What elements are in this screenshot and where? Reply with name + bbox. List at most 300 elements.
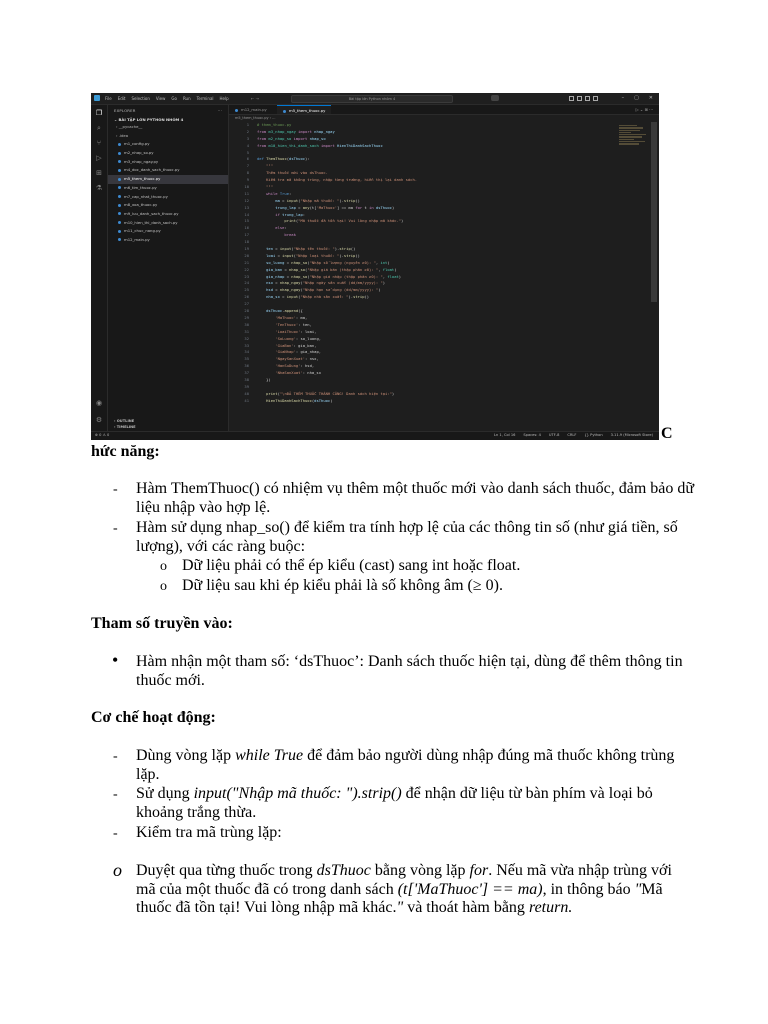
- code-token: gia_nhap: [257, 273, 287, 279]
- python-file-icon: [118, 178, 121, 181]
- code-token: : gia_ban,: [293, 342, 317, 348]
- code-token: (: [307, 259, 310, 265]
- status-right: [494, 433, 653, 437]
- file-tree-label: m5_them_thuoc.py: [124, 176, 161, 182]
- code-token: (: [286, 156, 290, 162]
- python-file-icon: [118, 143, 121, 146]
- file-tree-item[interactable]: [108, 132, 228, 141]
- code-line: [229, 156, 649, 163]
- code-token: "Nhập giá nhập (thập phân ≥0): ": [309, 273, 383, 279]
- code-token: : ten,: [298, 321, 312, 327]
- code-line: [229, 329, 649, 336]
- code-line: [229, 294, 649, 301]
- line-number: 27: [244, 301, 249, 307]
- line-number: 1: [246, 122, 249, 127]
- search-icon[interactable]: ⌕: [97, 124, 101, 132]
- code-token: break: [257, 232, 296, 238]
- code-token: input: [279, 246, 292, 252]
- sidebar-sections: [108, 418, 228, 430]
- line-number: 40: [244, 390, 249, 396]
- run-debug-icon[interactable]: ▷: [96, 154, 102, 162]
- file-tree-item[interactable]: [108, 219, 228, 228]
- code-token: ).: [348, 294, 354, 300]
- line-number: 10: [244, 184, 249, 190]
- code-token: : ma,: [295, 314, 308, 320]
- code-line: [229, 363, 649, 370]
- code-token: ): [378, 287, 381, 293]
- menu-item-view[interactable]: View: [155, 96, 166, 101]
- code-token: nhap_so: [309, 135, 326, 141]
- code-token: strip: [343, 252, 356, 258]
- code-token: ,: [382, 273, 388, 279]
- code-line: [229, 322, 649, 329]
- code-token: strip: [343, 197, 356, 203]
- code-token: 'MaThuoc': [316, 204, 338, 210]
- code-token: :: [302, 211, 306, 217]
- text-run: Duyệt qua từng thuốc trong: [136, 862, 317, 879]
- file-tree-item[interactable]: [108, 140, 228, 149]
- code-token: 'NhaSanXuat': [257, 370, 303, 376]
- copilot-icon[interactable]: [491, 95, 499, 101]
- code-token: (: [291, 246, 294, 252]
- code-token: "Nhập loại thuốc: ": [295, 252, 340, 258]
- code-token: 'MaThuoc': [257, 314, 296, 320]
- code-token: ] == ma: [337, 204, 356, 210]
- line-number: 20: [244, 252, 249, 258]
- code-token: "\nĐÃ THÊM THUỐC THÀNH CÔNG! Danh sách hiện tại:": [279, 390, 392, 396]
- code-token: : nha_sx: [302, 370, 322, 376]
- code-token: ,: [375, 259, 381, 265]
- co-che-item-3: Kiểm tra mã trùng lặp:: [136, 824, 282, 841]
- python-file-icon: [118, 152, 121, 155]
- code-token: (): [364, 294, 370, 300]
- code-line: [229, 315, 649, 322]
- code-token: def: [257, 156, 267, 162]
- list-dash: -: [113, 521, 118, 536]
- editor-actions[interactable]: ▷ ⌄ ⊞ ···: [635, 107, 653, 112]
- file-tree-label: __pycache__: [118, 124, 143, 129]
- code-token: if: [257, 211, 283, 217]
- code-line: [229, 391, 649, 398]
- text-run: để nhận dữ liệu từ bàn phím và loại bỏ khoảng trắng thừa.: [136, 785, 653, 821]
- italic-run: ": [396, 899, 404, 916]
- line-number: 34: [244, 349, 249, 355]
- line-number: 33: [244, 342, 249, 348]
- python-file-icon: [118, 186, 121, 189]
- code-line: [229, 191, 649, 198]
- manage-gear-icon[interactable]: ⚙: [95, 416, 103, 424]
- toggle-panel-icon[interactable]: [577, 96, 582, 101]
- file-tree-item[interactable]: [108, 236, 228, 245]
- toggle-sidebar-icon[interactable]: [569, 96, 574, 101]
- code-token: ({: [298, 308, 303, 314]
- code-token: "Nhập mã thuốc: ": [300, 197, 340, 203]
- code-line: [229, 336, 649, 343]
- text-run: Dùng vòng lặp: [136, 747, 236, 764]
- chevron-right-icon: ›: [116, 124, 119, 129]
- code-token: ): [330, 397, 333, 403]
- line-number: 35: [244, 356, 249, 362]
- code-line: [229, 129, 649, 136]
- editor-scrollbar[interactable]: [651, 122, 657, 302]
- line-number: 5: [246, 149, 249, 155]
- menu-item-file[interactable]: File: [105, 96, 112, 101]
- line-number: 21: [244, 259, 249, 265]
- code-line: [229, 260, 649, 267]
- code-line: [229, 274, 649, 281]
- text-run: bằng vòng lặp: [370, 862, 470, 879]
- code-token: trung_lap: [282, 211, 303, 217]
- code-token: nsx: [257, 280, 276, 286]
- line-number: 3: [246, 135, 249, 141]
- code-line: [229, 287, 649, 294]
- python-file-icon: [118, 204, 121, 207]
- editor-tab[interactable]: [229, 105, 273, 114]
- code-token: 'TenThuoc': [257, 321, 299, 327]
- menu-item-help[interactable]: Help: [219, 96, 229, 101]
- source-control-icon[interactable]: ⑂: [96, 139, 102, 147]
- italic-run: dsThuoc: [316, 862, 371, 879]
- code-token: ten: [257, 246, 276, 252]
- code-token: (): [355, 252, 360, 258]
- code-token: (: [298, 197, 301, 203]
- code-token: ).: [339, 197, 344, 203]
- line-number: 11: [244, 190, 249, 196]
- code-token: 'GiaNhap': [257, 349, 296, 355]
- co-che-item-2: [136, 785, 696, 822]
- status-item[interactable]: 3.11.9 (Microsoft Store): [610, 433, 653, 437]
- menu-item-run[interactable]: Run: [182, 96, 191, 101]
- italic-run: ": [634, 880, 642, 898]
- python-file-icon: [118, 230, 121, 233]
- code-token: from: [257, 142, 269, 148]
- code-line: [229, 205, 649, 212]
- code-token: : so_luong,: [295, 335, 322, 341]
- layout-controls: [569, 96, 598, 101]
- code-token: 'NgaySanXuat': [257, 356, 306, 362]
- status-item[interactable]: CRLF: [567, 433, 577, 437]
- code-token: "Nhập hạn sử dụng (dd/mm/yyyy): ": [302, 287, 379, 293]
- menu-item-edit[interactable]: Edit: [117, 96, 126, 101]
- python-file-icon: [283, 110, 286, 113]
- explorer-header: [108, 105, 228, 116]
- code-line: [229, 212, 649, 219]
- line-number: 17: [244, 232, 249, 238]
- code-token: print: [257, 390, 278, 396]
- file-tree: [108, 123, 228, 245]
- code-token: .: [282, 308, 285, 314]
- file-tree-label: m12_main.py: [124, 236, 150, 242]
- code-line: [229, 143, 649, 150]
- code-token: # them_thuoc.py: [257, 122, 292, 127]
- code-token: (: [295, 218, 299, 224]
- code-token: ): [382, 280, 386, 286]
- account-icon[interactable]: ◉: [95, 399, 103, 407]
- code-line: [229, 370, 649, 377]
- code-line: [229, 377, 649, 384]
- chevron-right-icon: ›: [116, 132, 119, 138]
- maximize-button[interactable]: ▢: [634, 95, 639, 101]
- python-file-icon: [235, 109, 238, 112]
- file-tree-label: m10_hien_thi_danh_sach.py: [124, 219, 178, 225]
- italic-run: return.: [528, 899, 573, 916]
- code-token: ): [391, 204, 395, 210]
- code-line: [229, 198, 649, 205]
- editor-tab[interactable]: [277, 105, 331, 114]
- line-number: 30: [244, 321, 249, 327]
- code-line: [229, 239, 649, 246]
- code-line: [229, 356, 649, 363]
- file-tree-label: m7_cap_nhat_thuoc.py: [124, 193, 168, 199]
- workspace-folder-name: BÀI TẬP LỚN PYTHON NHÓM 4: [118, 117, 184, 122]
- customize-layout-icon[interactable]: [593, 96, 598, 101]
- line-number: 25: [244, 287, 249, 293]
- code-token: Kiểm tra mã không trùng, nhập từng trường, hiển thị lại danh sách.: [257, 177, 418, 183]
- code-line: [229, 150, 649, 157]
- code-token: dsThuoc: [289, 156, 306, 162]
- code-line: [229, 170, 649, 177]
- code-line: [229, 246, 649, 253]
- window-controls: [622, 95, 653, 101]
- file-tree-item[interactable]: [108, 166, 228, 175]
- code-token: =: [275, 246, 280, 252]
- command-center-search[interactable]: Bài tập lớn Python nhóm 4: [291, 95, 453, 103]
- line-number: 41: [244, 397, 249, 403]
- workspace-folder[interactable]: ⌄ BÀI TẬP LỚN PYTHON NHÓM 4: [114, 117, 184, 122]
- code-line: [229, 301, 649, 308]
- code-token: nhap_ngay: [279, 287, 301, 293]
- code-token: =: [298, 204, 303, 210]
- menu-item-terminal[interactable]: Terminal: [196, 96, 214, 101]
- code-token: :: [284, 225, 287, 231]
- explorer-more-icon[interactable]: ···: [217, 108, 222, 113]
- code-token: t: [364, 204, 370, 210]
- code-token: "Nhập ngày sản xuất (dd/mm/yyyy): ": [302, 280, 383, 286]
- code-token: from: [257, 128, 269, 134]
- code-line: [229, 136, 649, 143]
- status-item[interactable]: Spaces: 4: [523, 433, 541, 437]
- code-line: [229, 280, 649, 287]
- line-number: 39: [244, 383, 249, 389]
- python-file-icon: [118, 160, 121, 163]
- file-tree-item[interactable]: [108, 123, 228, 132]
- python-file-icon: [118, 169, 121, 172]
- code-token: (: [307, 273, 310, 279]
- text-run: , in thông báo: [542, 880, 635, 898]
- explorer-icon[interactable]: ❐: [95, 109, 103, 117]
- code-token: print: [257, 218, 296, 224]
- code-token: in: [369, 204, 376, 210]
- code-editor[interactable]: [229, 122, 649, 432]
- menu-item-go[interactable]: Go: [171, 96, 177, 101]
- code-token: nhap_so: [289, 266, 306, 272]
- explorer-sidebar: [108, 105, 229, 432]
- code-token: strip: [353, 294, 365, 300]
- file-tree-label: m6_tim_thuoc.py: [124, 184, 157, 190]
- menu-item-selection[interactable]: Selection: [131, 96, 150, 101]
- line-number: 32: [244, 335, 249, 341]
- file-tree-label: m9_luu_danh_sach_thuoc.py: [124, 210, 179, 216]
- status-bar: [91, 431, 659, 440]
- tham-so-item: Hàm nhận một tham số: ‘dsThuoc’: Danh sách thuốc hiện tại, dùng để thêm thông tin thuốc mới.: [136, 653, 683, 689]
- status-item[interactable]: UTF-8: [548, 433, 560, 437]
- text-run: . Nếu mã vừa nhập trùng với mã của một thuốc đã có trong danh sách: [136, 862, 672, 898]
- file-tree-item[interactable]: [108, 158, 228, 167]
- line-number: 4: [246, 142, 249, 148]
- code-token: import: [293, 135, 310, 141]
- code-token: =: [275, 287, 280, 293]
- vscode-logo-icon: [94, 95, 100, 101]
- code-line: [229, 267, 649, 274]
- nav-arrows[interactable]: ← →: [251, 96, 259, 101]
- minimap[interactable]: [619, 125, 649, 155]
- close-button[interactable]: ✕: [648, 95, 653, 101]
- list-dash: -: [113, 826, 118, 841]
- problems-count[interactable]: ⊗ 0 ⚠ 0: [95, 433, 110, 437]
- chuc-nang-item-1: Hàm ThemThuoc() có nhiệm vụ thêm một thuốc mới vào danh sách thuốc, đảm bảo dữ liệu nhập vào hợp lệ.: [136, 480, 695, 516]
- code-token: input: [282, 252, 294, 258]
- activity-bar: [91, 105, 108, 432]
- line-number: 7: [246, 163, 249, 169]
- text-run: để đảm bảo người dùng nhập đúng mã thuốc không trùng lặp.: [136, 747, 675, 783]
- code-token: dsThuoc: [314, 397, 331, 403]
- line-number: 23: [244, 273, 249, 279]
- code-line: [229, 163, 649, 170]
- code-token: (: [293, 252, 296, 258]
- line-number: 8: [246, 170, 249, 176]
- sidebar-section-timeline[interactable]: › TIMELINE: [114, 425, 136, 429]
- code-token: nhap_ngay: [314, 128, 335, 134]
- file-tree-label: m3_nhap_ngay.py: [124, 158, 159, 164]
- code-token: (: [298, 294, 301, 300]
- code-token: input: [286, 294, 299, 300]
- heading-tham-so: Tham số truyền vào:: [91, 615, 233, 632]
- code-line: [229, 225, 649, 232]
- code-token: 'HanSuDung': [257, 363, 301, 369]
- extensions-icon[interactable]: ⊞: [96, 169, 102, 177]
- python-file-icon: [118, 195, 121, 198]
- code-token: dsThuoc: [257, 308, 283, 314]
- code-token: input: [286, 197, 299, 203]
- line-number: 26: [244, 294, 249, 300]
- list-bullet-dot: •: [112, 650, 119, 670]
- code-token: "Nhập giá bán (thập phân ≥0): ": [307, 266, 379, 272]
- toggle-secondary-sidebar-icon[interactable]: [585, 96, 590, 101]
- code-token: else: [257, 225, 285, 231]
- code-token: =: [275, 280, 280, 286]
- file-tree-item[interactable]: [108, 210, 228, 219]
- code-token: ,: [378, 266, 383, 272]
- minimize-button[interactable]: –: [621, 95, 625, 101]
- code-token: trung_lap: [257, 204, 299, 210]
- code-token: ): [394, 266, 397, 272]
- code-token: ma: [257, 197, 283, 203]
- code-token: (: [300, 287, 303, 293]
- line-number: 14: [244, 211, 249, 217]
- line-number: 37: [244, 370, 249, 376]
- sidebar-section-outline[interactable]: › OUTLINE: [114, 419, 135, 423]
- code-token: (t[: [309, 204, 317, 210]
- code-token: HienThiDanhSachThuoc: [337, 142, 383, 148]
- code-token: nha_sx: [257, 294, 283, 300]
- code-token: "Nhập nhà sản xuất: ": [300, 294, 349, 300]
- status-item[interactable]: {} Python: [584, 433, 603, 437]
- file-tree-item[interactable]: [108, 149, 228, 158]
- explorer-title: EXPLORER: [114, 108, 136, 113]
- file-tree-label: m11_chuc_nang.py: [124, 228, 161, 234]
- code-token: "Nhập tên thuốc: ": [293, 246, 335, 252]
- line-number: 29: [244, 314, 249, 320]
- file-tree-item[interactable]: [108, 184, 228, 193]
- title-bar: [91, 93, 659, 105]
- python-file-icon: [118, 238, 121, 241]
- file-tree-item[interactable]: [108, 201, 228, 210]
- testing-icon[interactable]: ⚗: [95, 184, 103, 192]
- python-file-icon: [118, 212, 121, 215]
- code-token: }): [257, 376, 271, 382]
- list-dash: -: [113, 749, 118, 764]
- code-token: gia_ban: [257, 266, 285, 272]
- italic-run: (t['MaThuoc'] == ma): [397, 880, 543, 898]
- code-token: 'SoLuong': [257, 335, 296, 341]
- chuc-nang-item-2: Hàm sử dụng nhap_so() để kiểm tra tính hợp lệ của các thông tin số (như giá tiền, số lượng), với các ràng buộc:: [136, 519, 678, 555]
- code-token: hsd: [257, 287, 276, 293]
- code-token: ThemThuoc: [266, 156, 287, 162]
- breadcrumb[interactable]: m5_them_thuoc.py › ...: [235, 116, 276, 120]
- italic-run: input("Nhập mã thuốc: ").strip(): [193, 785, 402, 802]
- code-token: ): [387, 259, 390, 265]
- code-token: =: [277, 252, 283, 258]
- code-token: (: [277, 390, 280, 396]
- menu-bar: [105, 96, 229, 101]
- code-token: import: [298, 128, 315, 134]
- italic-run: while True: [235, 747, 304, 764]
- heading-chuc-nang-first-letter: C: [661, 425, 673, 442]
- editor-tabs: [229, 105, 659, 115]
- co-che-item-1: [136, 747, 696, 784]
- code-token: "Nhập số lượng (nguyên ≥0): ": [309, 259, 376, 265]
- file-tree-item[interactable]: [108, 193, 228, 202]
- file-tree-label: m4_doc_danh_sach_thuoc.py: [124, 167, 180, 173]
- code-token: : gia_nhap,: [295, 349, 322, 355]
- file-tree-item[interactable]: [108, 227, 228, 236]
- line-number: 38: [244, 376, 249, 382]
- vscode-screenshot: [91, 93, 659, 440]
- list-bullet-o: o: [160, 579, 167, 594]
- line-number: 6: [246, 156, 249, 162]
- code-token: nhap_ngay: [279, 280, 301, 286]
- code-token: import: [321, 142, 338, 148]
- code-token: (: [311, 397, 315, 403]
- code-line: [229, 218, 649, 225]
- code-line: [229, 343, 649, 350]
- code-token: nhap_so: [291, 259, 308, 265]
- code-token: loai: [257, 252, 278, 258]
- code-token: =: [282, 294, 287, 300]
- python-file-icon: [118, 221, 121, 224]
- line-number: 19: [244, 246, 249, 252]
- line-number: 9: [246, 177, 249, 183]
- status-item[interactable]: Ln 1, Col 16: [493, 433, 516, 437]
- code-token: strip: [339, 246, 351, 252]
- code-token: 'LoaiThuoc': [257, 328, 301, 334]
- file-tree-item[interactable]: [108, 175, 228, 184]
- code-token: ).: [334, 246, 340, 252]
- line-number: 12: [244, 197, 249, 203]
- line-number: 2: [246, 128, 249, 134]
- rang-buoc-item-2: Dữ liệu sau khi ép kiểu phải là số không âm (≥ 0).: [182, 577, 503, 594]
- code-token: Thêm thuốc mới vào dsThuoc.: [257, 170, 328, 176]
